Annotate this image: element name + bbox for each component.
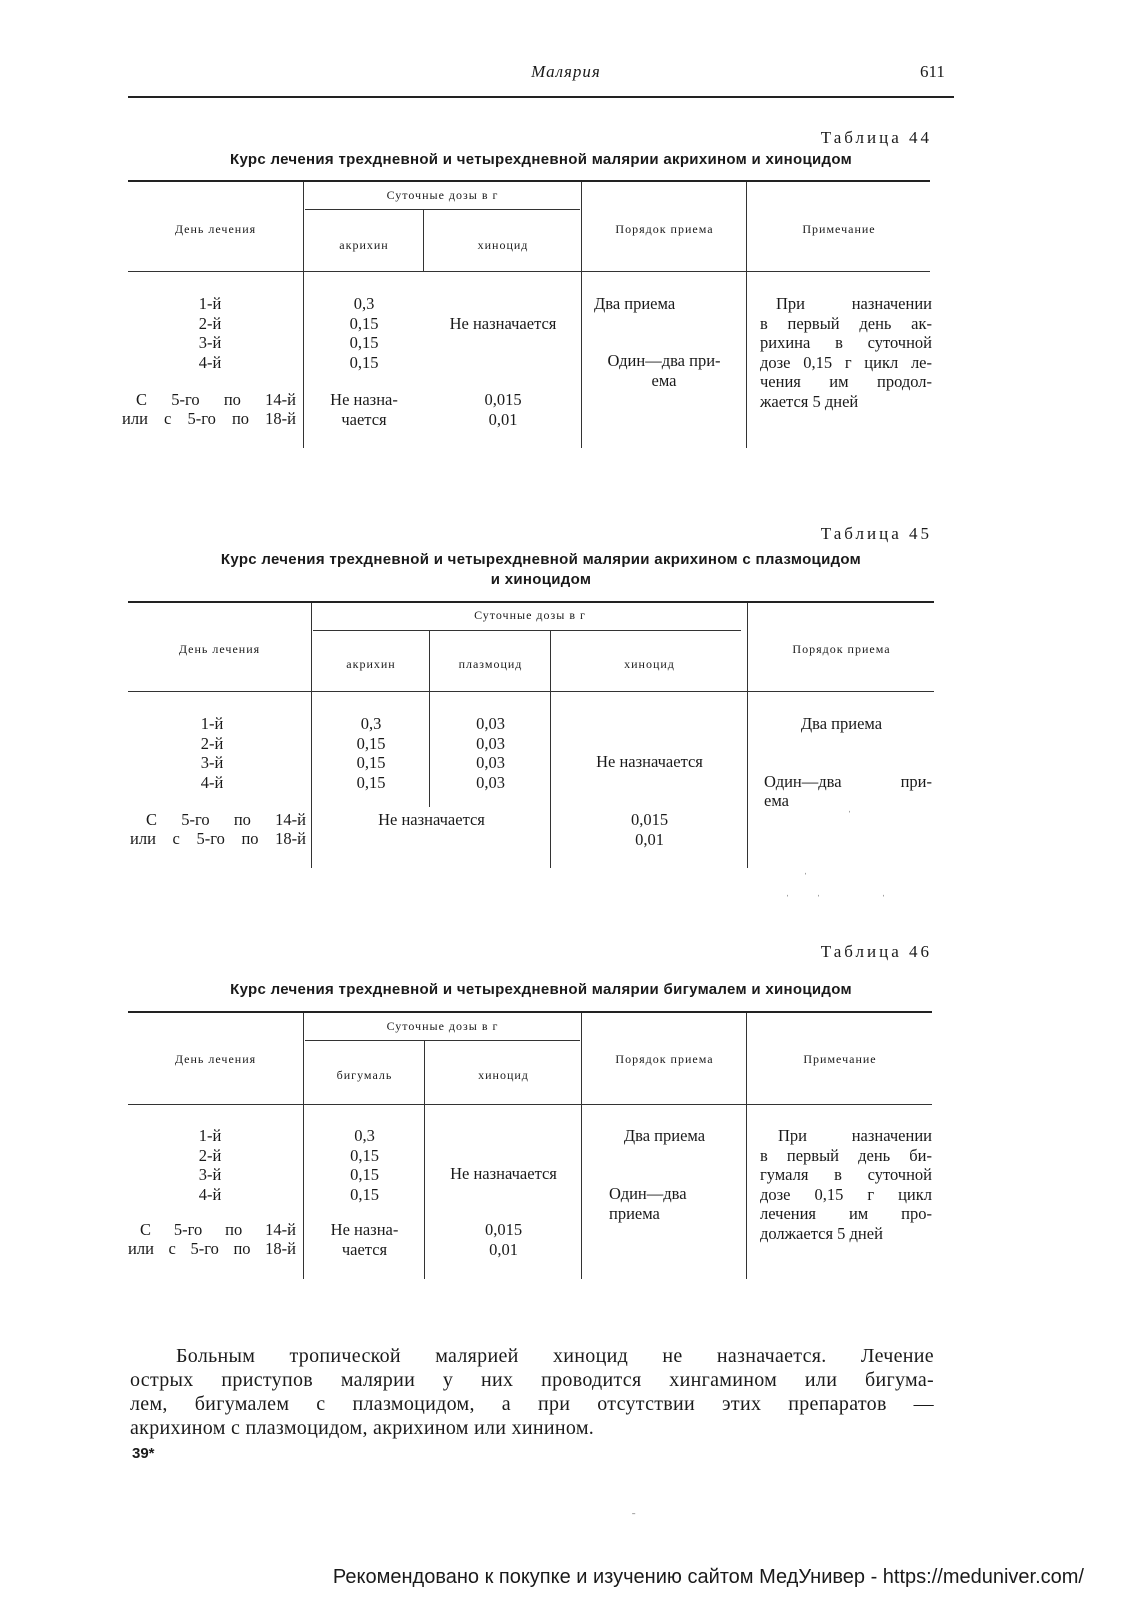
- column-divider: [429, 631, 430, 807]
- day-range: или с 5-го по 18-й: [130, 829, 306, 848]
- hinocid-doses: 0,015 0,01: [630, 810, 669, 849]
- note-line: гумаля в суточной: [760, 1165, 932, 1184]
- header-bottom-rule: [128, 691, 934, 692]
- order-first: Два приема: [594, 294, 676, 313]
- order-first: Два приема: [623, 1126, 706, 1145]
- day-range: С 5-го по 14-й: [146, 810, 306, 829]
- footer-banner: Рекомендовано к покупке и изучению сайтом МедУнивер - https://meduniver.com/: [332, 1566, 1084, 1588]
- table-top-rule: [128, 601, 934, 603]
- scan-speck: ˈ: [786, 894, 790, 905]
- signature-mark: 39*: [132, 1445, 155, 1462]
- paragraph-line: острых приступов малярии у них проводится хингамином или бигума-: [130, 1369, 934, 1391]
- column-divider: [747, 603, 748, 868]
- order-second: Один—два приема: [609, 1184, 687, 1223]
- bigumal-not-assigned: Не назна- чается: [330, 1220, 399, 1259]
- table-number: Таблица 44: [820, 128, 932, 147]
- header-rule: [128, 96, 954, 98]
- column-divider: [581, 1013, 582, 1279]
- header-acrichin: акрихин: [346, 657, 396, 671]
- note-line: При назначении: [778, 1126, 932, 1145]
- day-range: С 5-го по 14-й: [136, 390, 296, 409]
- header-sub-rule: [305, 209, 580, 210]
- note-line: лечения им про-: [760, 1204, 932, 1223]
- hinocid-not-assigned: Не назначается: [450, 1164, 557, 1183]
- hinocid-doses: 0,015 0,01: [484, 1220, 523, 1259]
- paragraph-line: акрихином с плазмоцидом, акрихином или хинином.: [130, 1417, 595, 1439]
- note-line: дозе 0,15 г цикл ле-: [760, 352, 932, 372]
- note-line: в первый день би-: [760, 1145, 932, 1165]
- header-doses: Суточные дозы в г: [386, 1019, 499, 1033]
- header-bigumal: бигумаль: [336, 1068, 393, 1082]
- scan-speck: ˈ: [804, 872, 808, 883]
- header-hinocid: хиноцид: [477, 238, 529, 252]
- header-order: Порядок приема: [615, 1052, 714, 1066]
- hinocid-not-assigned: Не назначается: [449, 314, 557, 333]
- note-line: чения им продол-: [760, 372, 932, 391]
- table-number: Таблица 46: [820, 942, 932, 961]
- column-divider: [423, 210, 424, 271]
- paragraph-line: Больным тропической малярией хиноцид не назначается. Лечение: [176, 1345, 934, 1367]
- table-number: Таблица 45: [820, 524, 932, 543]
- header-doses: Суточные дозы в г: [386, 188, 499, 202]
- column-divider: [311, 603, 312, 868]
- header-hinocid: хиноцид: [478, 1068, 529, 1082]
- body-paragraph: [130, 1344, 934, 1440]
- header-hinocid: хиноцид: [624, 657, 675, 671]
- hinocid-doses: 0,015 0,01: [484, 390, 522, 429]
- scan-speck: ˈ: [817, 894, 821, 905]
- column-divider: [746, 1013, 747, 1279]
- scan-speck: ˉ: [632, 1512, 636, 1523]
- day-list: 1-й 2-й 3-й 4-й: [198, 294, 222, 372]
- header-day: День лечения: [178, 642, 261, 656]
- column-divider: [303, 1013, 304, 1279]
- column-divider: [550, 631, 551, 868]
- column-divider: [424, 1041, 425, 1279]
- column-divider: [746, 182, 747, 448]
- table-top-rule: [128, 180, 930, 182]
- note-cell: [760, 1126, 932, 1243]
- note-cell: [760, 294, 932, 411]
- note-line: рихина в суточной: [760, 333, 932, 352]
- header-bottom-rule: [128, 271, 930, 272]
- header-plasmocid: плазмоцид: [458, 657, 523, 671]
- day-range: С 5-го по 14-й: [140, 1220, 296, 1239]
- note-line: в первый день ак-: [760, 313, 932, 333]
- header-sub-rule: [313, 630, 741, 631]
- table-caption: Курс лечения трехдневной и четырехдневной малярии акрихином и хиноцидом: [230, 151, 852, 168]
- table-caption: и хиноцидом: [490, 571, 592, 588]
- header-day: День лечения: [174, 1052, 257, 1066]
- acrichin-doses: 0,3 0,15 0,15 0,15: [349, 294, 379, 372]
- header-bottom-rule: [128, 1104, 932, 1105]
- header-acrichin: акрихин: [339, 238, 389, 252]
- header-day: День лечения: [174, 222, 257, 236]
- running-title: Малярия: [531, 62, 601, 81]
- order-first: Два приема: [800, 714, 883, 733]
- order-second: Один—два при-: [764, 772, 932, 791]
- day-list: 1-й 2-й 3-й 4-й: [200, 714, 224, 792]
- column-divider: [581, 182, 582, 448]
- scan-speck: ˌ: [848, 802, 852, 813]
- column-divider: [303, 182, 304, 448]
- header-note: Примечание: [802, 222, 876, 236]
- order-second: Один—два при- ема: [607, 351, 721, 390]
- paragraph-line: лем, бигумалем с плазмоцидом, а при отсутствии этих препаратов —: [130, 1393, 934, 1415]
- header-sub-rule: [305, 1040, 580, 1041]
- acrichin-not-assigned: Не назна- чается: [330, 390, 398, 429]
- day-list: 1-й 2-й 3-й 4-й: [198, 1126, 222, 1204]
- note-line: дозе 0,15 г цикл: [760, 1184, 932, 1204]
- note-line: жается 5 дней: [760, 391, 859, 411]
- not-assigned-span: Не назначается: [378, 810, 485, 829]
- header-order: Порядок приема: [615, 222, 714, 236]
- table-caption: Курс лечения трехдневной и четырехдневной малярии бигумалем и хиноцидом: [230, 981, 852, 998]
- day-range: или с 5-го по 18-й: [128, 1239, 296, 1258]
- plasmocid-doses: 0,03 0,03 0,03 0,03: [476, 714, 505, 792]
- bigumal-doses: 0,3 0,15 0,15 0,15: [350, 1126, 379, 1204]
- scan-speck: ˈ: [882, 894, 886, 905]
- acrichin-doses: 0,3 0,15 0,15 0,15: [356, 714, 386, 792]
- order-second: ема: [764, 791, 789, 810]
- page-number: 611: [920, 62, 945, 81]
- table-top-rule: [128, 1011, 932, 1013]
- table-caption: Курс лечения трехдневной и четырехдневной малярии акрихином с плазмоцидом: [220, 551, 862, 568]
- header-order: Порядок приема: [792, 642, 891, 656]
- note-line: должается 5 дней: [760, 1223, 883, 1243]
- day-range: или с 5-го по 18-й: [122, 409, 296, 428]
- note-line: При назначении: [776, 294, 932, 313]
- hinocid-not-assigned: Не назначается: [596, 752, 703, 771]
- header-note: Примечание: [803, 1052, 877, 1066]
- header-doses: Суточные дозы в г: [474, 608, 586, 622]
